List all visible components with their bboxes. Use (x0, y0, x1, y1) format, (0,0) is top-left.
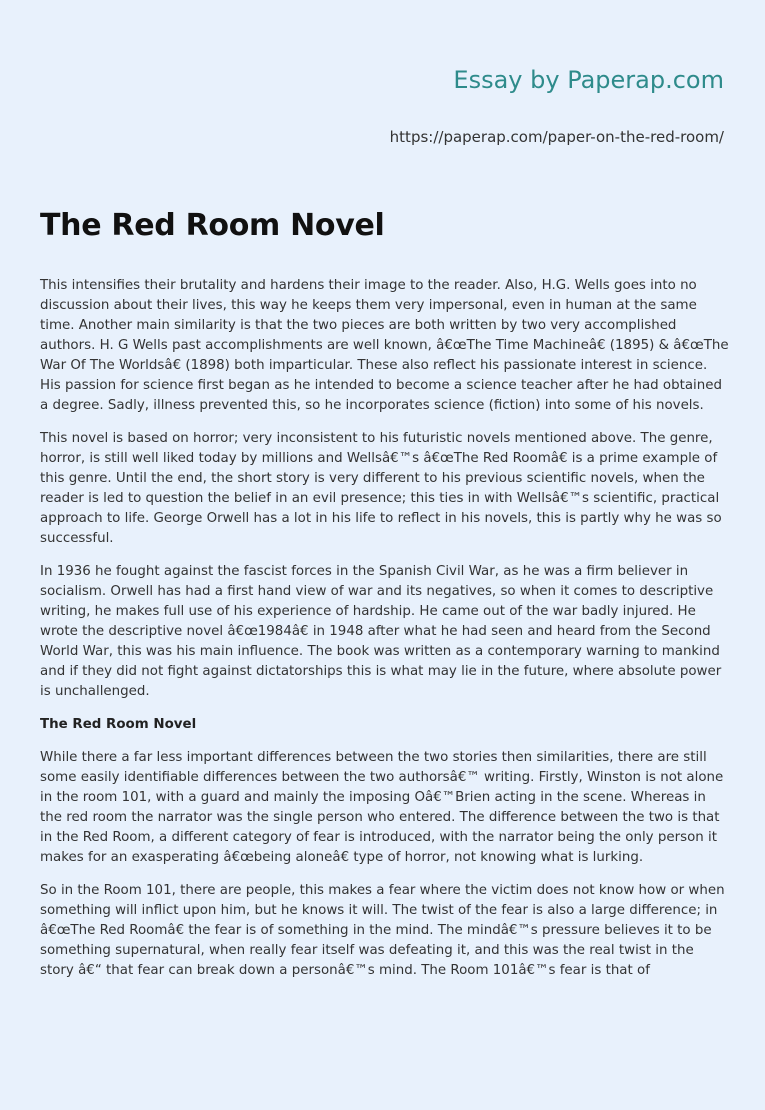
paragraph: This intensifies their brutality and hardens their image to the reader. Also, H.G. Wells goes into no discussion about their lives, this way he keeps them very impersonal, even in human at the same time. Another main similarity is that the two pieces are both written by two very accomplished authors. H. G Wells past accomplishments are well known, â€œThe Time Machineâ€ (1895) & â€œThe War Of The Worldsâ€ (1898) both imparticular. These also reflect his passionate interest in science. His passion for science first began as he intended to become a science teacher after he had obtained a degree. Sadly, illness prevented this, so he incorporates science (fiction) into some of his novels. (40, 278, 729, 413)
essay-body (40, 276, 730, 994)
paragraph: This novel is based on horror; very inconsistent to his futuristic novels mentioned above. The genre, horror, is still well liked today by millions and Wellsâ€™s â€œThe Red Roomâ€ is a prime example of this genre. Until the end, the short story is very different to his previous scientific novels, when the reader is led to question the belief in an evil presence; this ties in with Wellsâ€™s scientific, practical approach to life. George Orwell has a lot in his life to reflect in his novels, this is partly why he was so successful. (40, 431, 722, 546)
source-url: https://paperap.com/paper-on-the-red-room/ (389, 128, 724, 146)
paragraph: So in the Room 101, there are people, this makes a fear where the victim does not know how or when something will inflict upon him, but he knows it will. The twist of the fear is also a large difference; in â€œThe Red Roomâ€ the fear is of something in the mind. The mindâ€™s pressure believes it to be something supernatural, when really fear itself was defeating it, and this was the real twist in the story â€“ that fear can break down a personâ€™s mind. The Room 101â€™s fear is that of (40, 883, 725, 978)
paragraph: In 1936 he fought against the fascist forces in the Spanish Civil War, as he was a firm believer in socialism. Orwell has had a first hand view of war and its negatives, so when it comes to descriptive writing, he makes full use of his experience of hardship. He came out of the war badly injured. He wrote the descriptive novel â€œ1984â€ in 1948 after what he had seen and heard from the Second World War, this was his main influence. The book was written as a contemporary warning to mankind and if they did not fight against dictatorships this is what may lie in the future, where absolute power is unchallenged. (40, 564, 722, 699)
page-title: The Red Room Novel (40, 208, 385, 243)
section-heading: The Red Room Novel (40, 717, 197, 732)
site-brand-link[interactable]: Essay by Paperap.com (453, 66, 724, 94)
paragraph: While there a far less important differences between the two stories then similarities, there are still some easily identifiable differences between the two authorsâ€™ writing. Firstly, Winston is not alone in the room 101, with a guard and mainly the imposing Oâ€™Brien acting in the scene. Whereas in the red room the narrator was the single person who entered. The difference between the two is that in the Red Room, a different category of fear is introduced, with the narrator being the only person it makes for an exasperating â€œbeing aloneâ€ type of horror, not knowing what is lurking. (40, 750, 724, 865)
